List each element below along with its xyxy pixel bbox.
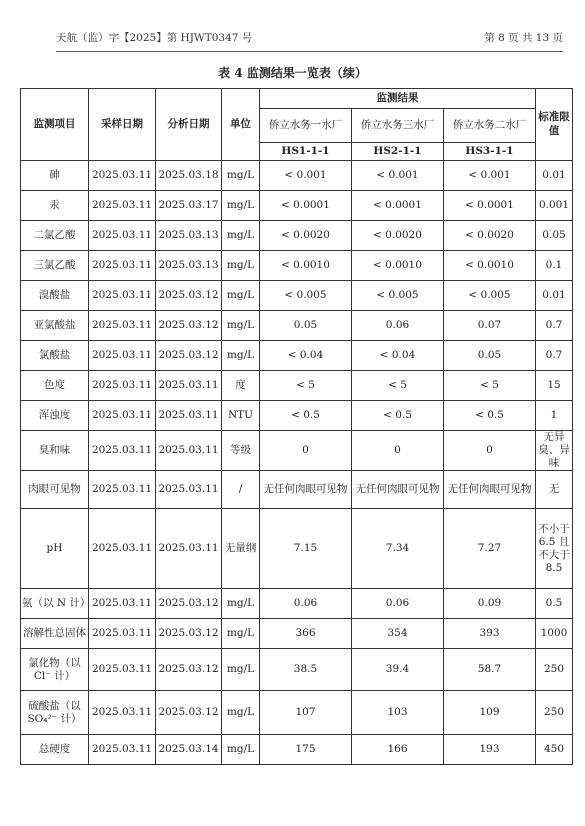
cell-sample-date: 2025.03.11	[89, 619, 156, 649]
cell-value-3: 0.09	[444, 589, 536, 619]
site-2: 侨立水务三水厂	[352, 109, 444, 143]
cell-analysis-date: 2025.03.12	[156, 691, 222, 735]
table-row	[21, 691, 573, 735]
cell-value-1: < 0.005	[260, 281, 352, 311]
cell-limit: 0.01	[536, 281, 573, 311]
cell-value-3: < 0.5	[444, 401, 536, 431]
cell-value-2: 0.06	[352, 311, 444, 341]
cell-value-1: < 5	[260, 371, 352, 401]
page-header	[56, 30, 563, 52]
cell-value-2: 354	[352, 619, 444, 649]
results-table	[20, 88, 573, 765]
cell-analysis-date: 2025.03.11	[156, 371, 222, 401]
cell-limit: 450	[536, 735, 573, 765]
cell-limit: 0.1	[536, 251, 573, 281]
cell-value-2: 7.34	[352, 509, 444, 589]
cell-value-2: < 0.5	[352, 401, 444, 431]
page-number: 第 8 页 共 13 页	[484, 32, 563, 44]
table-row	[21, 509, 573, 589]
cell-analysis-date: 2025.03.12	[156, 341, 222, 371]
cell-analysis-date: 2025.03.13	[156, 251, 222, 281]
cell-sample-date: 2025.03.11	[89, 281, 156, 311]
cell-sample-date: 2025.03.11	[89, 191, 156, 221]
cell-analysis-date: 2025.03.12	[156, 311, 222, 341]
cell-value-3: 无任何肉眼可见物	[444, 471, 536, 509]
cell-analysis-date: 2025.03.13	[156, 221, 222, 251]
cell-limit: 0.7	[536, 341, 573, 371]
cell-item: 溴酸盐	[21, 281, 89, 311]
cell-item: 三氯乙酸	[21, 251, 89, 281]
table-row	[21, 471, 573, 509]
code-2: HS2-1-1	[352, 143, 444, 161]
cell-value-2: < 5	[352, 371, 444, 401]
table-row	[21, 649, 573, 691]
cell-unit: mg/L	[222, 251, 260, 281]
col-analysis-date: 分析日期	[156, 89, 222, 161]
cell-item: 二氯乙酸	[21, 221, 89, 251]
cell-limit: 0.5	[536, 589, 573, 619]
cell-analysis-date: 2025.03.14	[156, 735, 222, 765]
cell-value-1: < 0.0010	[260, 251, 352, 281]
col-results: 监测结果	[260, 89, 536, 109]
cell-unit: mg/L	[222, 191, 260, 221]
cell-unit: mg/L	[222, 735, 260, 765]
cell-analysis-date: 2025.03.11	[156, 401, 222, 431]
table-row	[21, 401, 573, 431]
table-row	[21, 371, 573, 401]
cell-value-3: 0	[444, 431, 536, 471]
cell-sample-date: 2025.03.11	[89, 431, 156, 471]
table-row	[21, 619, 573, 649]
cell-value-2: < 0.005	[352, 281, 444, 311]
cell-sample-date: 2025.03.11	[89, 401, 156, 431]
cell-value-2: 无任何肉眼可见物	[352, 471, 444, 509]
cell-analysis-date: 2025.03.11	[156, 431, 222, 471]
table-title: 表 4 监测结果一览表（续）	[218, 66, 367, 80]
table-row	[21, 589, 573, 619]
cell-sample-date: 2025.03.11	[89, 509, 156, 589]
cell-sample-date: 2025.03.11	[89, 735, 156, 765]
cell-sample-date: 2025.03.11	[89, 691, 156, 735]
cell-value-3: 0.05	[444, 341, 536, 371]
cell-analysis-date: 2025.03.12	[156, 619, 222, 649]
cell-unit: mg/L	[222, 221, 260, 251]
cell-value-2: < 0.04	[352, 341, 444, 371]
cell-value-1: 175	[260, 735, 352, 765]
cell-value-1: < 0.0020	[260, 221, 352, 251]
cell-sample-date: 2025.03.11	[89, 589, 156, 619]
cell-limit: 250	[536, 691, 573, 735]
cell-value-2: < 0.001	[352, 161, 444, 191]
cell-value-1: < 0.0001	[260, 191, 352, 221]
cell-value-1: < 0.001	[260, 161, 352, 191]
cell-value-3: < 5	[444, 371, 536, 401]
cell-value-3: < 0.0010	[444, 251, 536, 281]
cell-value-3: 58.7	[444, 649, 536, 691]
cell-unit: mg/L	[222, 161, 260, 191]
cell-sample-date: 2025.03.11	[89, 471, 156, 509]
cell-analysis-date: 2025.03.11	[156, 471, 222, 509]
table-row	[21, 251, 573, 281]
cell-item: 亚氯酸盐	[21, 311, 89, 341]
cell-item: 色度	[21, 371, 89, 401]
cell-value-1: 366	[260, 619, 352, 649]
cell-item: 砷	[21, 161, 89, 191]
cell-unit: 无量纲	[222, 509, 260, 589]
cell-item: 氯酸盐	[21, 341, 89, 371]
cell-item: 总硬度	[21, 735, 89, 765]
table-row	[21, 161, 573, 191]
cell-limit: 无异臭、异味	[536, 431, 573, 471]
cell-value-2: < 0.0020	[352, 221, 444, 251]
table-row	[21, 191, 573, 221]
cell-value-2: 103	[352, 691, 444, 735]
cell-value-1: 0.05	[260, 311, 352, 341]
cell-item: 臭和味	[21, 431, 89, 471]
cell-limit: 无	[536, 471, 573, 509]
cell-item: 硫酸盐（以 SO₄²⁻ 计）	[21, 691, 89, 735]
cell-sample-date: 2025.03.11	[89, 649, 156, 691]
cell-unit: mg/L	[222, 691, 260, 735]
table-row	[21, 311, 573, 341]
cell-value-3: 393	[444, 619, 536, 649]
col-unit: 单位	[222, 89, 260, 161]
cell-limit: 250	[536, 649, 573, 691]
cell-value-3: 7.27	[444, 509, 536, 589]
cell-analysis-date: 2025.03.17	[156, 191, 222, 221]
cell-unit: 度	[222, 371, 260, 401]
col-sample-date: 采样日期	[89, 89, 156, 161]
cell-value-3: < 0.001	[444, 161, 536, 191]
cell-value-3: 193	[444, 735, 536, 765]
cell-item: 浑浊度	[21, 401, 89, 431]
cell-value-1: 无任何肉眼可见物	[260, 471, 352, 509]
cell-item: 肉眼可见物	[21, 471, 89, 509]
cell-value-2: < 0.0010	[352, 251, 444, 281]
cell-sample-date: 2025.03.11	[89, 221, 156, 251]
cell-analysis-date: 2025.03.11	[156, 509, 222, 589]
cell-value-2: 166	[352, 735, 444, 765]
cell-limit: 1	[536, 401, 573, 431]
cell-limit: 不小于 6.5 且不大于 8.5	[536, 509, 573, 589]
cell-unit: mg/L	[222, 341, 260, 371]
cell-sample-date: 2025.03.11	[89, 251, 156, 281]
cell-sample-date: 2025.03.11	[89, 311, 156, 341]
cell-limit: 0.001	[536, 191, 573, 221]
cell-item: 氯化物（以 Cl⁻ 计）	[21, 649, 89, 691]
report-number: 天航（监）字【2025】第 HJWT0347 号	[56, 32, 253, 44]
cell-value-2: 0.06	[352, 589, 444, 619]
cell-value-3: 109	[444, 691, 536, 735]
table-row	[21, 281, 573, 311]
cell-value-3: < 0.0020	[444, 221, 536, 251]
cell-value-1: 107	[260, 691, 352, 735]
cell-analysis-date: 2025.03.18	[156, 161, 222, 191]
cell-unit: mg/L	[222, 619, 260, 649]
cell-unit: 等级	[222, 431, 260, 471]
cell-value-3: < 0.0001	[444, 191, 536, 221]
cell-value-3: < 0.005	[444, 281, 536, 311]
cell-unit: mg/L	[222, 589, 260, 619]
cell-value-1: < 0.04	[260, 341, 352, 371]
cell-limit: 0.01	[536, 161, 573, 191]
site-3: 侨立水务二水厂	[444, 109, 536, 143]
cell-analysis-date: 2025.03.12	[156, 589, 222, 619]
cell-analysis-date: 2025.03.12	[156, 281, 222, 311]
cell-value-1: 38.5	[260, 649, 352, 691]
table-row	[21, 431, 573, 471]
cell-unit: /	[222, 471, 260, 509]
cell-sample-date: 2025.03.11	[89, 371, 156, 401]
table-row	[21, 735, 573, 765]
table-row	[21, 221, 573, 251]
cell-limit: 0.7	[536, 311, 573, 341]
table-row	[21, 341, 573, 371]
cell-value-1: 0	[260, 431, 352, 471]
cell-item: pH	[21, 509, 89, 589]
table-body	[21, 161, 573, 765]
cell-analysis-date: 2025.03.12	[156, 649, 222, 691]
cell-unit: NTU	[222, 401, 260, 431]
cell-value-1: 7.15	[260, 509, 352, 589]
cell-item: 氨（以 N 计）	[21, 589, 89, 619]
cell-value-2: 0	[352, 431, 444, 471]
cell-unit: mg/L	[222, 281, 260, 311]
col-limit: 标准限值	[536, 89, 573, 161]
cell-unit: mg/L	[222, 311, 260, 341]
cell-value-1: 0.06	[260, 589, 352, 619]
col-item: 监测项目	[21, 89, 89, 161]
site-1: 侨立水务一水厂	[260, 109, 352, 143]
code-3: HS3-1-1	[444, 143, 536, 161]
cell-sample-date: 2025.03.11	[89, 341, 156, 371]
cell-item: 溶解性总固体	[21, 619, 89, 649]
cell-limit: 15	[536, 371, 573, 401]
cell-limit: 0.05	[536, 221, 573, 251]
cell-limit: 1000	[536, 619, 573, 649]
cell-value-3: 0.07	[444, 311, 536, 341]
cell-sample-date: 2025.03.11	[89, 161, 156, 191]
cell-value-2: < 0.0001	[352, 191, 444, 221]
cell-value-2: 39.4	[352, 649, 444, 691]
code-1: HS1-1-1	[260, 143, 352, 161]
cell-unit: mg/L	[222, 649, 260, 691]
cell-value-1: < 0.5	[260, 401, 352, 431]
cell-item: 汞	[21, 191, 89, 221]
